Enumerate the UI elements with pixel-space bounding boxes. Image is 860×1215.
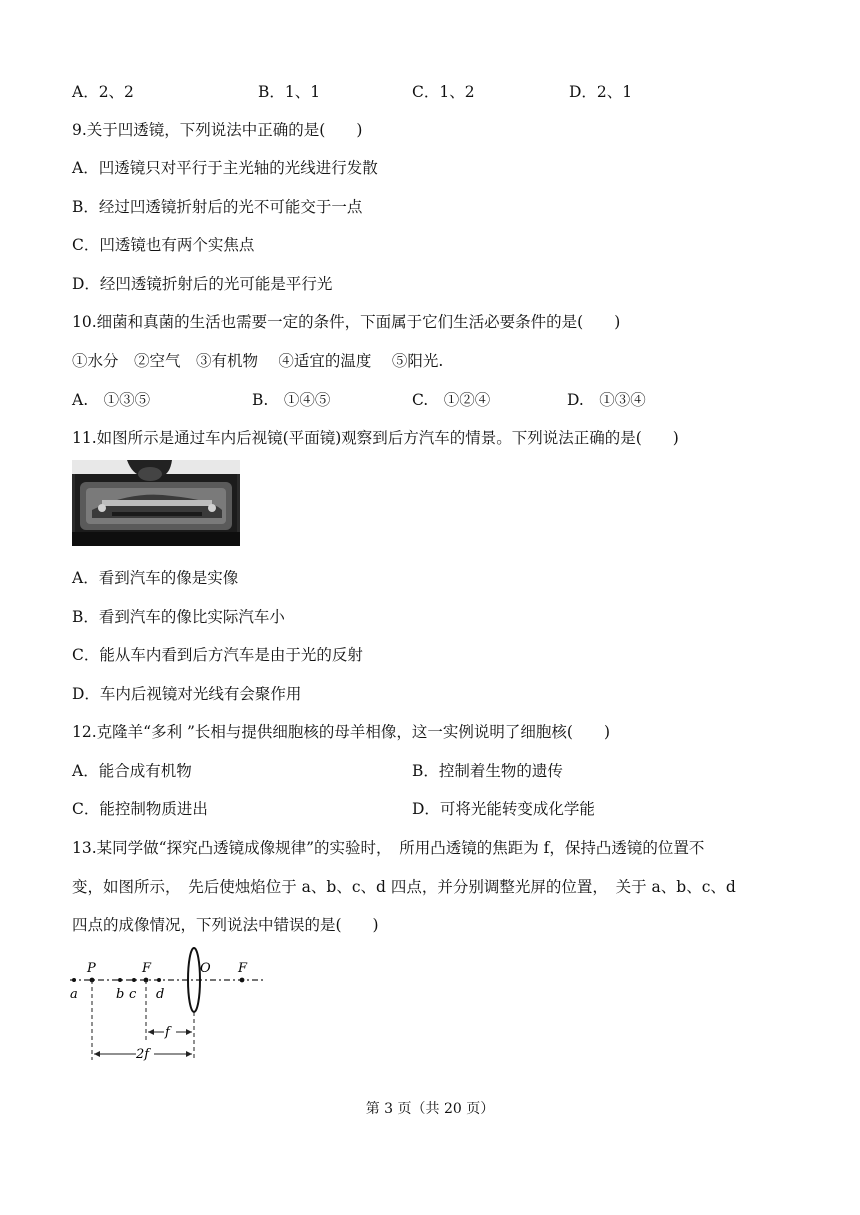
lens-diagram	[66, 930, 276, 1070]
point-d	[157, 978, 161, 982]
q8-option-c: C．1、2	[412, 83, 475, 101]
q10-conditions: ①水分 ②空气 ③有机物 ④适宜的温度 ⑤阳光.	[72, 352, 444, 370]
label-c: c	[129, 987, 137, 1002]
q11-option-a: A．看到汽车的像是实像	[72, 569, 239, 587]
q11-option-d: D．车内后视镜对光线有会聚作用	[72, 685, 302, 703]
label-f: f	[165, 1025, 170, 1040]
q9-stem: 9.关于凹透镜，下列说法中正确的是( )	[72, 121, 363, 139]
q13-line-3: 四点的成像情况，下列说法中错误的是( )	[72, 916, 379, 934]
q12-option-a: A．能合成有机物	[72, 762, 192, 780]
q12-option-d: D．可将光能转变成化学能	[412, 800, 595, 818]
q13-line-1: 13.某同学做“探究凸透镜成像规律”的实验时， 所用凸透镜的焦距为 f，保持凸透镜的位置不	[72, 839, 705, 857]
label-f-left: F	[142, 961, 152, 976]
q10-option-c: C. ①②④	[412, 391, 491, 409]
q9-option-d: D．经凹透镜折射后的光可能是平行光	[72, 275, 333, 293]
rearview-mirror-photo	[72, 460, 240, 546]
q10-option-a: A. ①③⑤	[72, 391, 151, 409]
q12-option-c: C．能控制物质进出	[72, 800, 208, 818]
label-f-right: F	[238, 961, 248, 976]
point-b	[118, 978, 122, 982]
q12-option-b: B．控制着生物的遗传	[412, 762, 563, 780]
q11-stem: 11.如图所示是通过车内后视镜(平面镜)观察到后方汽车的情景。下列说法正确的是( )	[72, 429, 679, 447]
q9-option-c: C．凹透镜也有两个实焦点	[72, 236, 255, 254]
q8-option-b: B．1、1	[258, 83, 321, 101]
label-o: O	[200, 961, 211, 976]
q13-line-2: 变，如图所示， 先后使烛焰位于 a、b、c、d 四点，并分别调整光屏的位置， 关于 a、b、c、d	[72, 878, 736, 896]
point-a	[72, 978, 76, 982]
q10-stem: 10.细菌和真菌的生活也需要一定的条件，下面属于它们生活必要条件的是( )	[72, 313, 621, 331]
q11-option-c: C．能从车内看到后方汽车是由于光的反射	[72, 646, 363, 664]
q11-option-b: B．看到汽车的像比实际汽车小	[72, 608, 285, 626]
point-f-right	[240, 978, 245, 983]
q8-option-d: D．2、1	[569, 83, 633, 101]
label-p: P	[87, 961, 96, 976]
q9-option-b: B．经过凹透镜折射后的光不可能交于一点	[72, 198, 363, 216]
label-a: a	[70, 987, 78, 1002]
page-footer: 第 3 页（共 20 页）	[365, 1101, 495, 1117]
q9-option-a: A．凹透镜只对平行于主光轴的光线进行发散	[72, 159, 378, 177]
q10-option-b: B. ①④⑤	[252, 391, 331, 409]
q8-option-a: A．2、2	[72, 83, 134, 101]
label-d: d	[156, 987, 165, 1002]
point-c	[132, 978, 136, 982]
label-b: b	[116, 987, 125, 1002]
label-2f: 2f	[136, 1047, 150, 1062]
q10-option-d: D. ①③④	[567, 391, 646, 409]
q12-stem: 12.克隆羊“多利 ”长相与提供细胞核的母羊相像，这一实例说明了细胞核( )	[72, 723, 611, 741]
